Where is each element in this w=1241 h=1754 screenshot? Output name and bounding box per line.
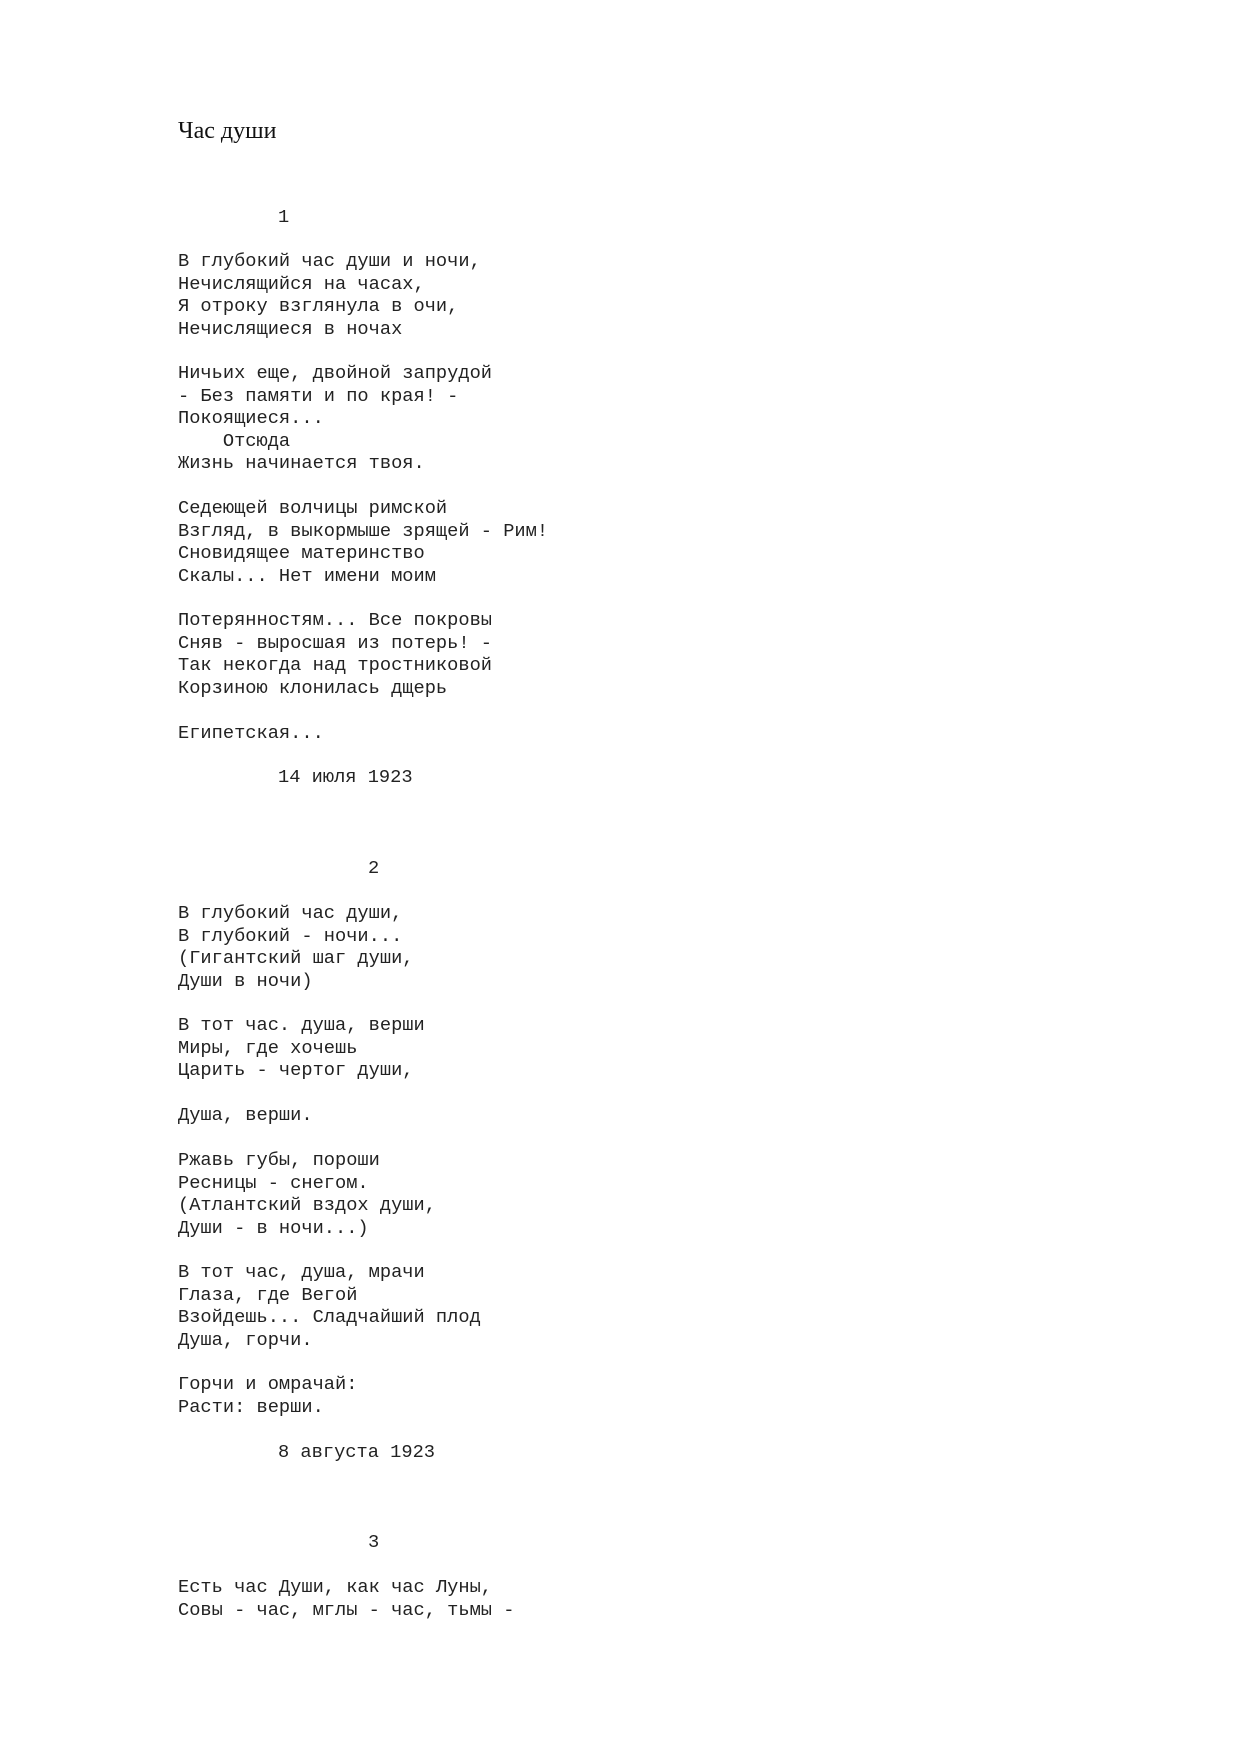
document-title: Час души (178, 118, 277, 144)
poem-2-stanza-2: В тот час. душа, верши Миры, где хочешь Царить - чертог души, (178, 1014, 425, 1082)
poem-2-number: 2 (368, 857, 380, 879)
poem-2-stanza-6: Горчи и омрачай: Расти: верши. (178, 1373, 358, 1418)
poem-1-stanza-2: Ничьих еще, двойной запрудой - Без памяти и по края! - Покоящиеся... Отсюда Жизнь начинается твоя. (178, 362, 493, 475)
poem-1-stanza-4: Потерянностям... Все покровы Сняв - выросшая из потерь! - Так некогда над тростниковой Корзиною клонилась дщерь (178, 609, 493, 699)
poem-2-stanza-1: В глубокий час души, В глубокий - ночи... (Гигантский шаг души, Души в ночи) (178, 902, 414, 992)
poem-1-stanza-3: Седеющей волчицы римской Взгляд, в выкормыше зрящей - Рим! Сновидящее материнство Скалы... Нет имени моим (178, 497, 549, 587)
poem-2-stanza-3: Душа, верши. (178, 1104, 313, 1126)
poem-2-date: 8 августа 1923 (278, 1441, 436, 1463)
poem-2-stanza-4: Ржавь губы, пороши Ресницы - снегом. (Атлантский вздох души, Души - в ночи...) (178, 1149, 436, 1239)
poem-3-number: 3 (368, 1531, 380, 1553)
poem-1-stanza-1: В глубокий час души и ночи, Нечислящийся на часах, Я отроку взглянула в очи, Нечислящиеся в ночах (178, 250, 481, 340)
poem-3-stanza-1: Есть час Души, как час Луны, Совы - час, мглы - час, тьмы - (178, 1576, 515, 1621)
poem-1-date: 14 июля 1923 (278, 766, 413, 788)
poem-1-number: 1 (278, 206, 290, 228)
poem-2-stanza-5: В тот час, душа, мрачи Глаза, где Вегой Взойдешь... Сладчайший плод Душа, горчи. (178, 1261, 481, 1351)
poem-1-stanza-5: Египетская... (178, 722, 324, 744)
